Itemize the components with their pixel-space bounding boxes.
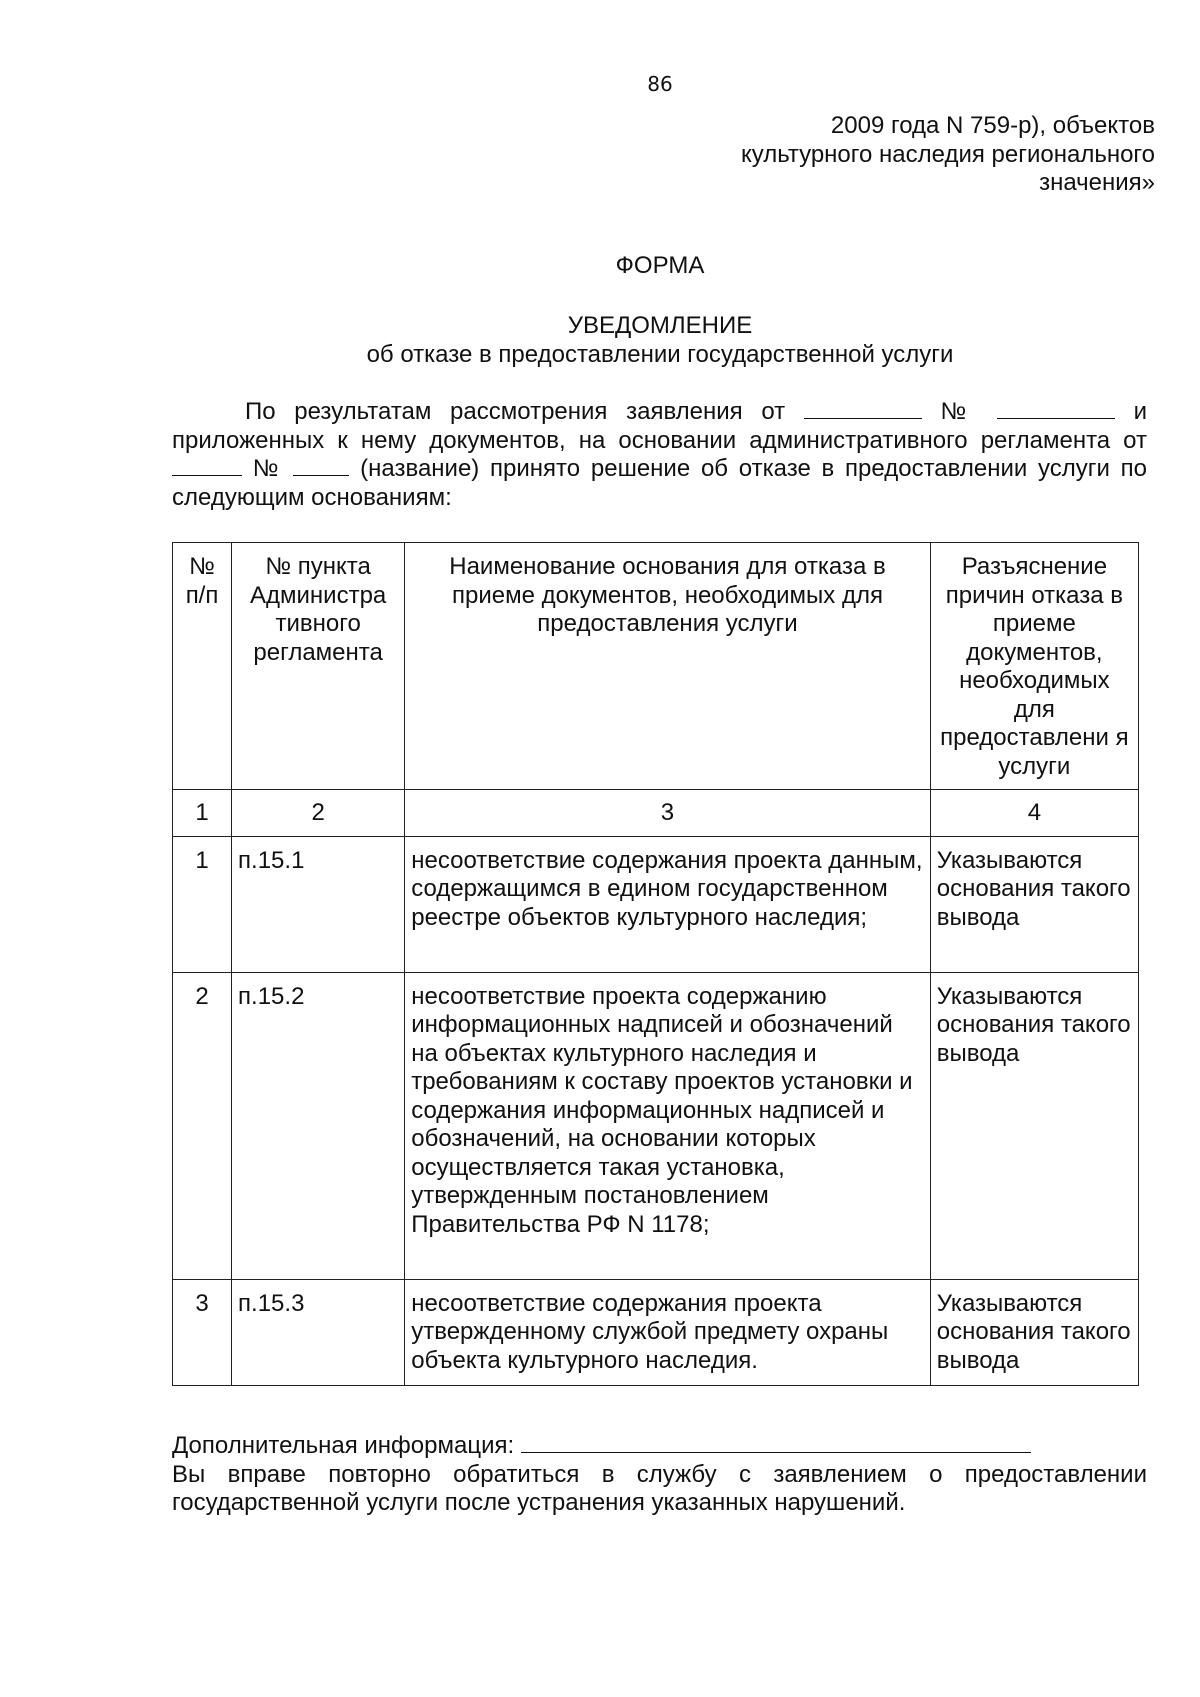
intro-part2: и приложенных к нему документов, на основании административного регламента от bbox=[172, 398, 1147, 454]
header-cell: № п/п bbox=[173, 543, 232, 790]
page-number: 86 bbox=[647, 72, 673, 96]
date-blank bbox=[804, 398, 922, 419]
row-clause: п.15.1 bbox=[232, 836, 405, 972]
row-reason: несоответствие проекта содержанию информационных надписей и обозначений на объектах культурного наследия и требованиям к составу проектов установки и содержания информационных надписей и обозначений, на основании которых осуществляется такая установка, утвержденным постановлением Правительства РФ N 1178; bbox=[405, 972, 931, 1279]
header-line: 2009 года N 759-р), объектов bbox=[830, 112, 1155, 139]
header-cell: Разъяснение причин отказа в приеме документов, необходимых для предоставлени я услуги bbox=[930, 543, 1138, 790]
header-cell: № пункта Администра тивного регламента bbox=[232, 543, 405, 790]
regulation-date-blank bbox=[172, 455, 242, 476]
header-line: культурного наследия регионального bbox=[740, 140, 1155, 168]
intro-paragraph bbox=[172, 398, 1147, 512]
additional-info-blank bbox=[521, 1432, 1031, 1453]
row-number: 3 bbox=[173, 1279, 232, 1385]
document-title bbox=[0, 312, 1200, 369]
row-reason: несоответствие содержания проекта данным, содержащимся в едином государственном реестре объектов культурного наследия; bbox=[405, 836, 931, 972]
table-header-row bbox=[173, 543, 1139, 790]
refusal-reasons-table bbox=[172, 542, 1139, 1386]
row-number: 1 bbox=[173, 836, 232, 972]
row-explanation: Указываются основания такого вывода bbox=[930, 972, 1138, 1279]
form-label: ФОРМА bbox=[615, 252, 705, 279]
column-number: 4 bbox=[930, 790, 1138, 837]
table-row bbox=[173, 1279, 1139, 1385]
number-sign: № bbox=[252, 455, 283, 482]
row-explanation: Указываются основания такого вывода bbox=[930, 836, 1138, 972]
intro-part1: По результатам рассмотрения заявления от bbox=[245, 398, 786, 425]
table-row bbox=[173, 836, 1139, 972]
number-blank bbox=[997, 398, 1115, 419]
resubmission-note: Вы вправе повторно обратиться в службу с заявлением о предоставлении государственной услуги после устранения указанных нарушений. bbox=[172, 1460, 1147, 1516]
number-sign: № bbox=[940, 398, 979, 425]
row-clause: п.15.2 bbox=[232, 972, 405, 1279]
column-number-row bbox=[173, 790, 1139, 837]
title-sub: об отказе в предоставлении государственной услуги bbox=[366, 340, 954, 368]
column-number: 3 bbox=[405, 790, 931, 837]
additional-info-label: Дополнительная информация: bbox=[172, 1432, 515, 1459]
row-clause: п.15.3 bbox=[232, 1279, 405, 1385]
row-reason: несоответствие содержания проекта утвержденному службой предмету охраны объекта культурного наследия. bbox=[405, 1279, 931, 1385]
header-line: значения» bbox=[1039, 169, 1155, 196]
column-number: 1 bbox=[173, 790, 232, 837]
row-number: 2 bbox=[173, 972, 232, 1279]
title-main: УВЕДОМЛЕНИЕ bbox=[567, 312, 753, 339]
intro-part3: (название) принято решение об отказе в предоставлении услуги по следующим основаниям: bbox=[172, 455, 1148, 511]
header-continuation bbox=[635, 112, 1155, 198]
additional-info bbox=[172, 1432, 1147, 1518]
row-explanation: Указываются основания такого вывода bbox=[930, 1279, 1138, 1385]
header-cell: Наименование основания для отказа в приеме документов, необходимых для предоставления услуги bbox=[405, 543, 931, 790]
column-number: 2 bbox=[232, 790, 405, 837]
regulation-number-blank bbox=[293, 455, 349, 476]
table-row bbox=[173, 972, 1139, 1279]
